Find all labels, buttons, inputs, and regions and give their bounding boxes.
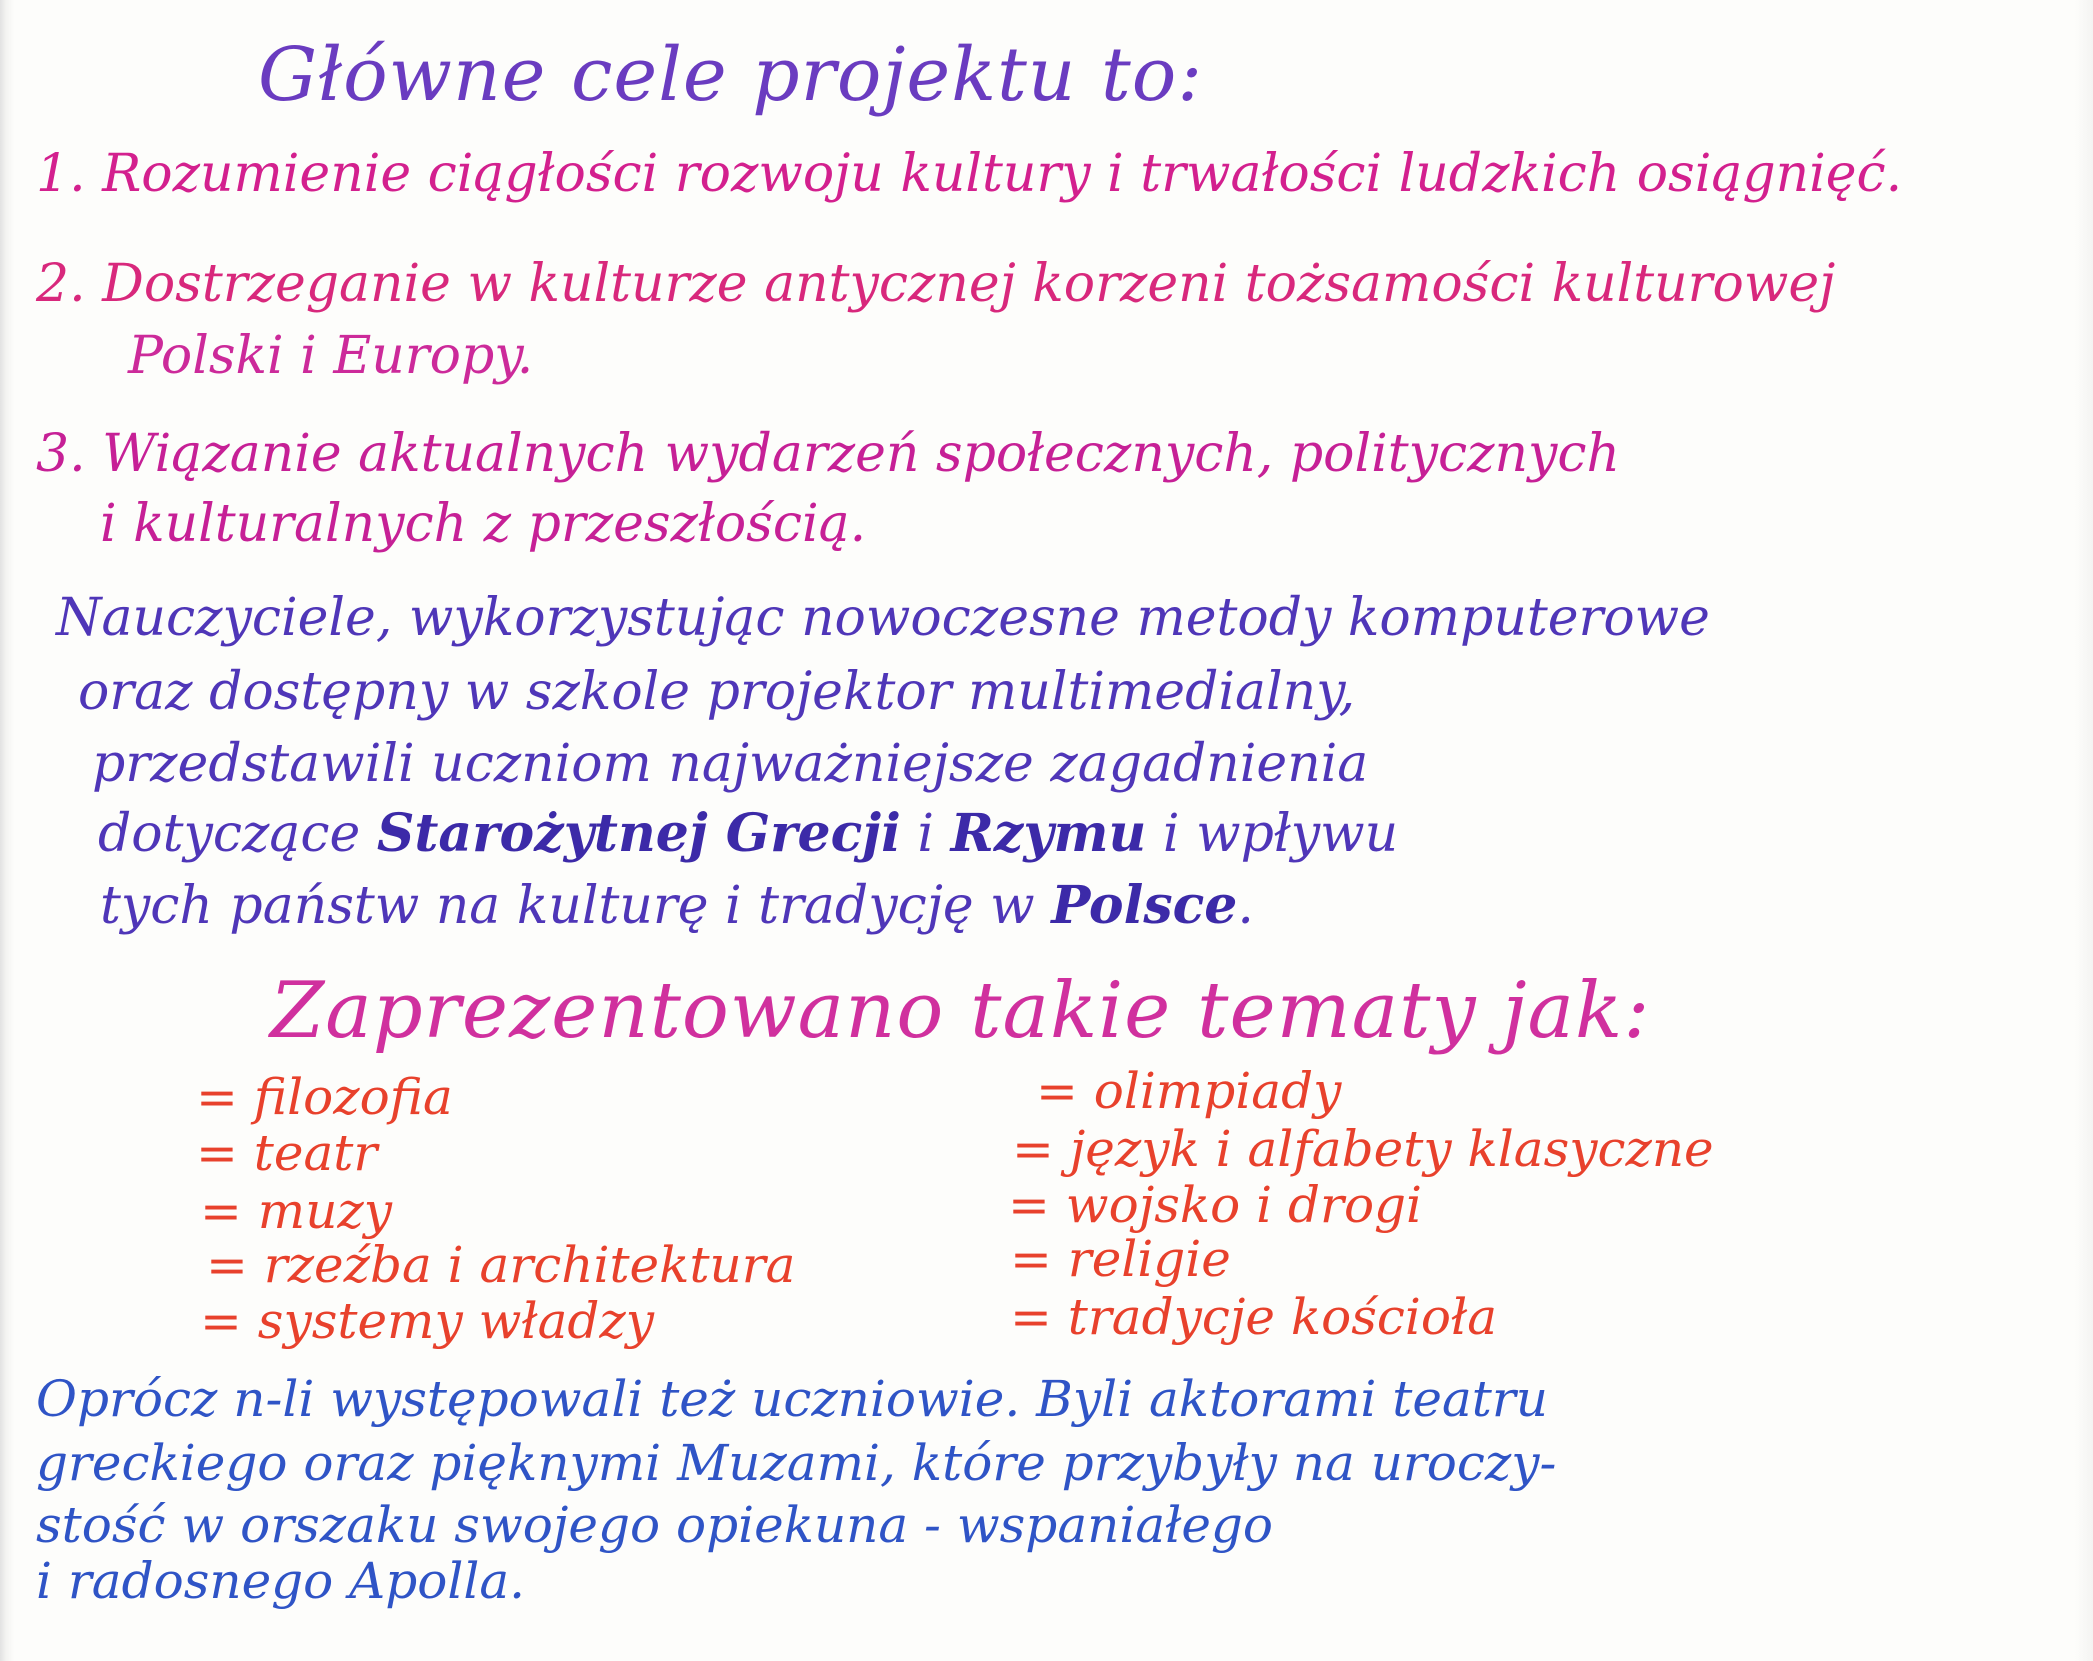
topic-item: = język i alfabety klasyczne bbox=[1012, 1120, 1714, 1178]
goal-item-continuation: Polski i Europy. bbox=[128, 326, 534, 386]
rome-text: Rzymu bbox=[950, 803, 1147, 864]
goal-item: 2. Dostrzeganie w kulturze antycznej korzeni tożsamości kulturowej bbox=[36, 254, 1836, 314]
paragraph-line bbox=[98, 803, 1399, 864]
paragraph-text: tych państw na kulturę i tradycję w bbox=[100, 876, 1052, 936]
paragraph-text: dotyczące bbox=[98, 804, 377, 864]
topic-item: = teatr bbox=[196, 1124, 378, 1182]
paragraph-text: . bbox=[1237, 876, 1254, 936]
paragraph-text: i bbox=[900, 804, 951, 864]
poland-text: Polsce bbox=[1051, 875, 1238, 936]
paragraph-text: i wpływu bbox=[1146, 804, 1399, 864]
ancient-greece-text: Starożytnej Grecji bbox=[376, 803, 901, 864]
paragraph-line: przedstawili uczniom najważniejsze zagadnienia bbox=[92, 734, 1369, 794]
topic-item: = tradycje kościoła bbox=[1010, 1288, 1498, 1346]
topics-heading: Zaprezentowano takie tematy jak: bbox=[270, 966, 1651, 1056]
goal-item-continuation: i kulturalnych z przeszłością. bbox=[100, 494, 867, 554]
goal-item: 1. Rozumienie ciągłości rozwoju kultury i trwałości ludzkich osiągnięć. bbox=[36, 144, 1903, 204]
closing-line: stość w orszaku swojego opiekuna - wspaniałego bbox=[36, 1496, 1274, 1554]
closing-line: i radosnego Apolla. bbox=[36, 1552, 526, 1610]
paragraph-line: oraz dostępny w szkole projektor multimedialny, bbox=[78, 662, 1356, 722]
paragraph-line bbox=[100, 875, 1254, 936]
goal-item: 3. Wiązanie aktualnych wydarzeń społecznych, politycznych bbox=[36, 424, 1620, 484]
topic-item: = rzeźba i architektura bbox=[206, 1236, 796, 1294]
topic-item: = religie bbox=[1010, 1230, 1231, 1288]
topic-item: = filozofia bbox=[196, 1068, 453, 1126]
closing-line: Oprócz n-li występowali też uczniowie. Byli aktorami teatru bbox=[36, 1370, 1548, 1428]
page-title: Główne cele projektu to: bbox=[258, 32, 1204, 118]
topic-item: = wojsko i drogi bbox=[1008, 1176, 1423, 1234]
topic-item: = systemy władzy bbox=[200, 1292, 655, 1350]
topic-item: = muzy bbox=[200, 1182, 392, 1240]
topic-item: = olimpiady bbox=[1036, 1062, 1342, 1120]
closing-line: greckiego oraz pięknymi Muzami, które przybyły na uroczy- bbox=[36, 1434, 1557, 1492]
paragraph-line: Nauczyciele, wykorzystując nowoczesne metody komputerowe bbox=[56, 588, 1710, 648]
